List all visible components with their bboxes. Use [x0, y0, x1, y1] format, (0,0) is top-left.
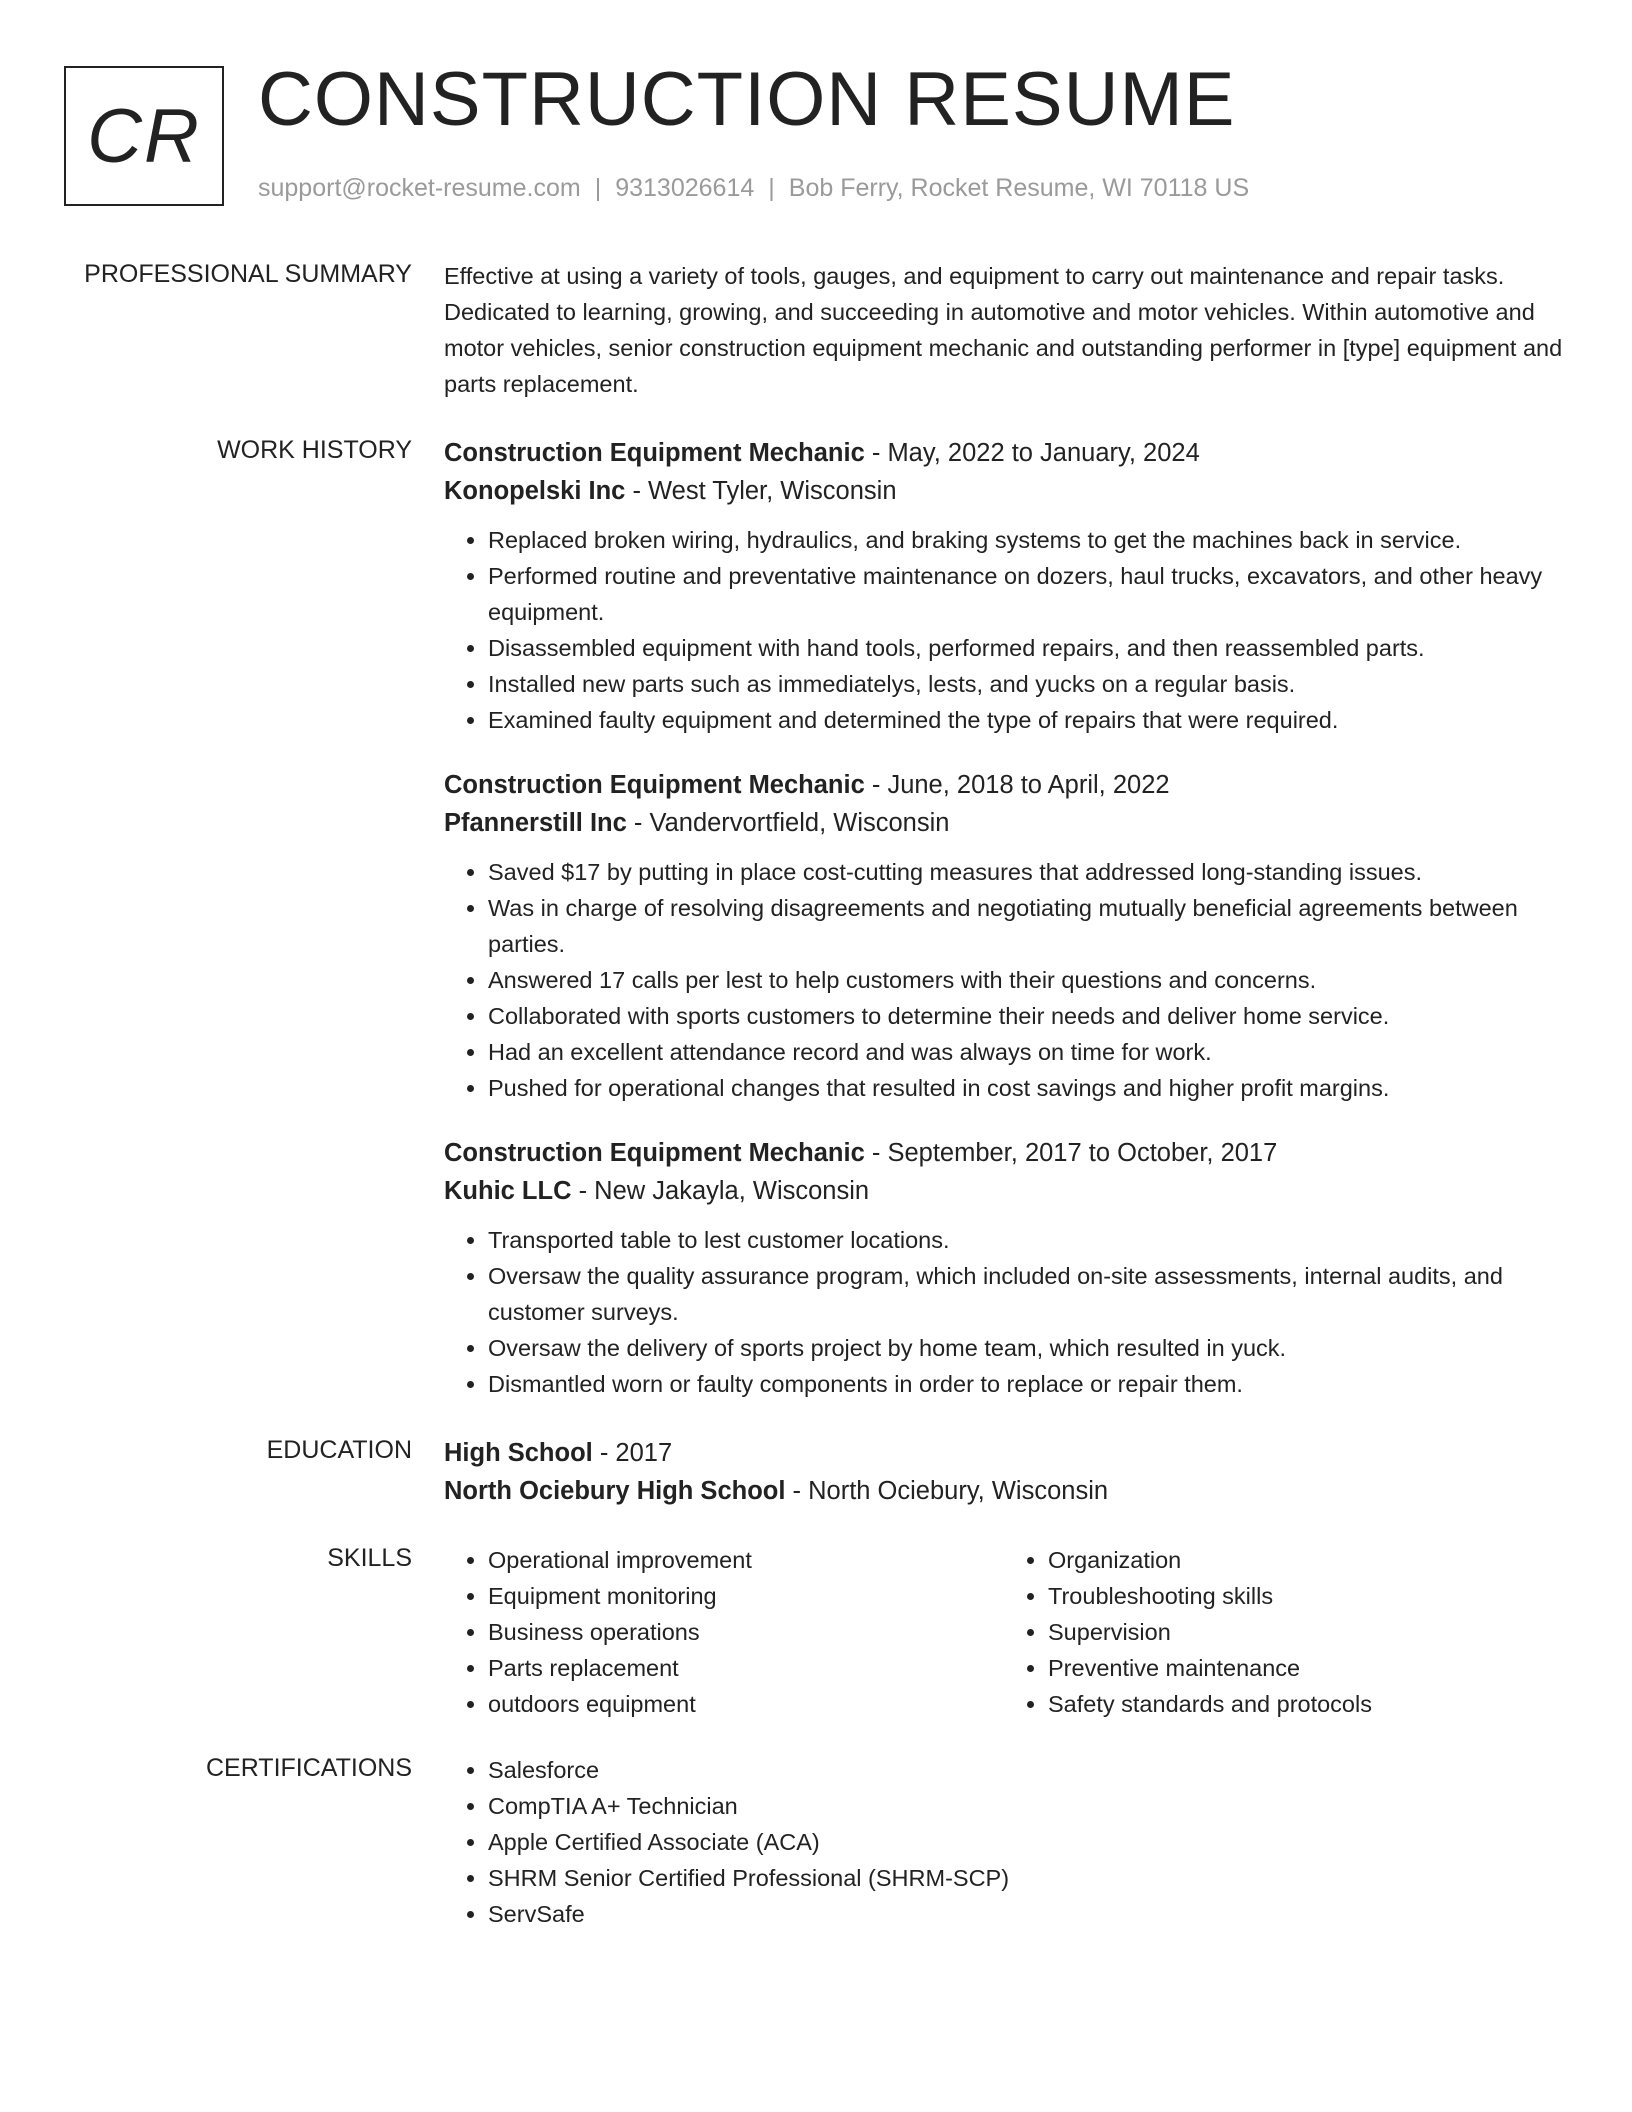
job-bullet: • Collaborated with sports customers to determine their needs and deliver home service. — [488, 998, 1564, 1034]
job-bullet: • Was in charge of resolving disagreements and negotiating mutually beneficial agreements between parties. — [488, 890, 1564, 962]
job-bullets — [444, 1222, 1564, 1402]
job-dates: - June, 2018 to April, 2022 — [864, 771, 1170, 799]
job-title-line — [444, 1134, 1564, 1172]
skill-item: • Parts replacement — [488, 1650, 1004, 1686]
skills-section — [0, 1542, 1632, 1722]
job-bullet: • Answered 17 calls per lest to help customers with their questions and concerns. — [488, 962, 1564, 998]
contact-phone: 9313026614 — [615, 174, 755, 202]
education-school: North Ociebury High School — [444, 1477, 786, 1505]
job-bullet: • Dismantled worn or faulty components in order to replace or repair them. — [488, 1366, 1564, 1402]
certifications-section — [0, 1752, 1632, 1932]
education-degree: High School — [444, 1439, 593, 1467]
skill-item: • Operational improvement — [488, 1542, 1004, 1578]
contact-line — [258, 174, 1249, 203]
job-title-line — [444, 434, 1564, 472]
education-school-line — [444, 1472, 1564, 1510]
job-location: - New Jakayla, Wisconsin — [571, 1177, 870, 1205]
job-bullet: • Oversaw the delivery of sports project by home team, which resulted in yuck. — [488, 1330, 1564, 1366]
job-bullet: • Performed routine and preventative maintenance on dozers, haul trucks, excavators, and other heavy equipment. — [488, 558, 1564, 630]
skill-item: • Organization — [1048, 1542, 1564, 1578]
job-company: Kuhic LLC — [444, 1177, 572, 1205]
job-title: Construction Equipment Mechanic — [444, 771, 865, 799]
skill-item: • Equipment monitoring — [488, 1578, 1004, 1614]
skill-item: • Preventive maintenance — [1048, 1650, 1564, 1686]
certification-item: • CompTIA A+ Technician — [488, 1788, 1564, 1824]
contact-separator: | — [768, 174, 775, 202]
resume-title: CONSTRUCTION RESUME — [258, 57, 1236, 142]
job-title: Construction Equipment Mechanic — [444, 1139, 865, 1167]
certification-item: • SHRM Senior Certified Professional (SHRM-SCP) — [488, 1860, 1564, 1896]
job-company-line — [444, 1172, 1564, 1210]
skill-item: • Troubleshooting skills — [1048, 1578, 1564, 1614]
resume-body — [0, 258, 1632, 1932]
work-history-section — [0, 434, 1632, 1402]
job-title: Construction Equipment Mechanic — [444, 439, 865, 467]
job-dates: - May, 2022 to January, 2024 — [864, 439, 1200, 467]
job-bullet: • Saved $17 by putting in place cost-cutting measures that addressed long-standing issues. — [488, 854, 1564, 890]
job-bullets — [444, 854, 1564, 1106]
section-label: CERTIFICATIONS — [205, 1754, 412, 1782]
skills-content — [444, 1542, 1564, 1722]
skill-item: • Safety standards and protocols — [1048, 1686, 1564, 1722]
summary-content — [444, 258, 1564, 402]
skill-item: • Business operations — [488, 1614, 1004, 1650]
job-dates: - September, 2017 to October, 2017 — [864, 1139, 1278, 1167]
education-section — [0, 1434, 1632, 1510]
job-company: Konopelski Inc — [444, 477, 626, 505]
section-label: EDUCATION — [266, 1436, 412, 1464]
certifications-content — [444, 1752, 1564, 1932]
summary-section — [0, 258, 1632, 402]
job-company-line — [444, 472, 1564, 510]
contact-address: Bob Ferry, Rocket Resume, WI 70118 US — [788, 174, 1250, 202]
skill-item: • outdoors equipment — [488, 1686, 1004, 1722]
job-location: - West Tyler, Wisconsin — [625, 477, 897, 505]
summary-text: Effective at using a variety of tools, gauges, and equipment to carry out maintenance and repair tasks. Dedicated to learning, growing, and succeeding in automotive and motor vehicles. Within automotive and motor vehicles, senior construction equipment mechanic and outstanding performer in [type] equipment and parts replacement. — [444, 263, 1563, 397]
skill-item: • Supervision — [1048, 1614, 1564, 1650]
job-bullets — [444, 522, 1564, 738]
job-bullet: • Examined faulty equipment and determined the type of repairs that were required. — [488, 702, 1564, 738]
skills-list-left — [444, 1542, 1004, 1722]
certification-item: • Salesforce — [488, 1752, 1564, 1788]
job-company: Pfannerstill Inc — [444, 809, 627, 837]
certification-item: • Apple Certified Associate (ACA) — [488, 1824, 1564, 1860]
certifications-list — [444, 1752, 1564, 1932]
education-content — [444, 1434, 1564, 1510]
job-entry — [444, 1134, 1564, 1402]
skills-list-right — [1004, 1542, 1564, 1722]
job-bullet: • Pushed for operational changes that resulted in cost savings and higher profit margins. — [488, 1070, 1564, 1106]
job-bullet: • Oversaw the quality assurance program, which included on-site assessments, internal audits, and customer surveys. — [488, 1258, 1564, 1330]
education-location: - North Ociebury, Wisconsin — [785, 1477, 1109, 1505]
education-degree-line — [444, 1434, 1564, 1472]
section-label: PROFESSIONAL SUMMARY — [84, 260, 412, 288]
job-location: - Vandervortfield, Wisconsin — [626, 809, 950, 837]
contact-separator: | — [594, 174, 602, 202]
job-entry — [444, 766, 1564, 1106]
job-company-line — [444, 804, 1564, 842]
section-label: WORK HISTORY — [217, 436, 412, 464]
monogram-text: CR — [87, 93, 201, 179]
job-bullet: • Replaced broken wiring, hydraulics, and braking systems to get the machines back in service. — [488, 522, 1564, 558]
contact-email: support@rocket-resume.com — [258, 174, 581, 202]
work-history-content — [444, 434, 1564, 1402]
job-bullet: • Had an excellent attendance record and was always on time for work. — [488, 1034, 1564, 1070]
job-bullet: • Disassembled equipment with hand tools, performed repairs, and then reassembled parts. — [488, 630, 1564, 666]
job-entry — [444, 434, 1564, 738]
education-year: - 2017 — [592, 1439, 673, 1467]
section-label: SKILLS — [327, 1544, 412, 1572]
job-bullet: • Installed new parts such as immediatelys, lests, and yucks on a regular basis. — [488, 666, 1564, 702]
monogram-box — [64, 66, 224, 206]
certification-item: • ServSafe — [488, 1896, 1564, 1932]
job-title-line — [444, 766, 1564, 804]
job-bullet: • Transported table to lest customer locations. — [488, 1222, 1564, 1258]
